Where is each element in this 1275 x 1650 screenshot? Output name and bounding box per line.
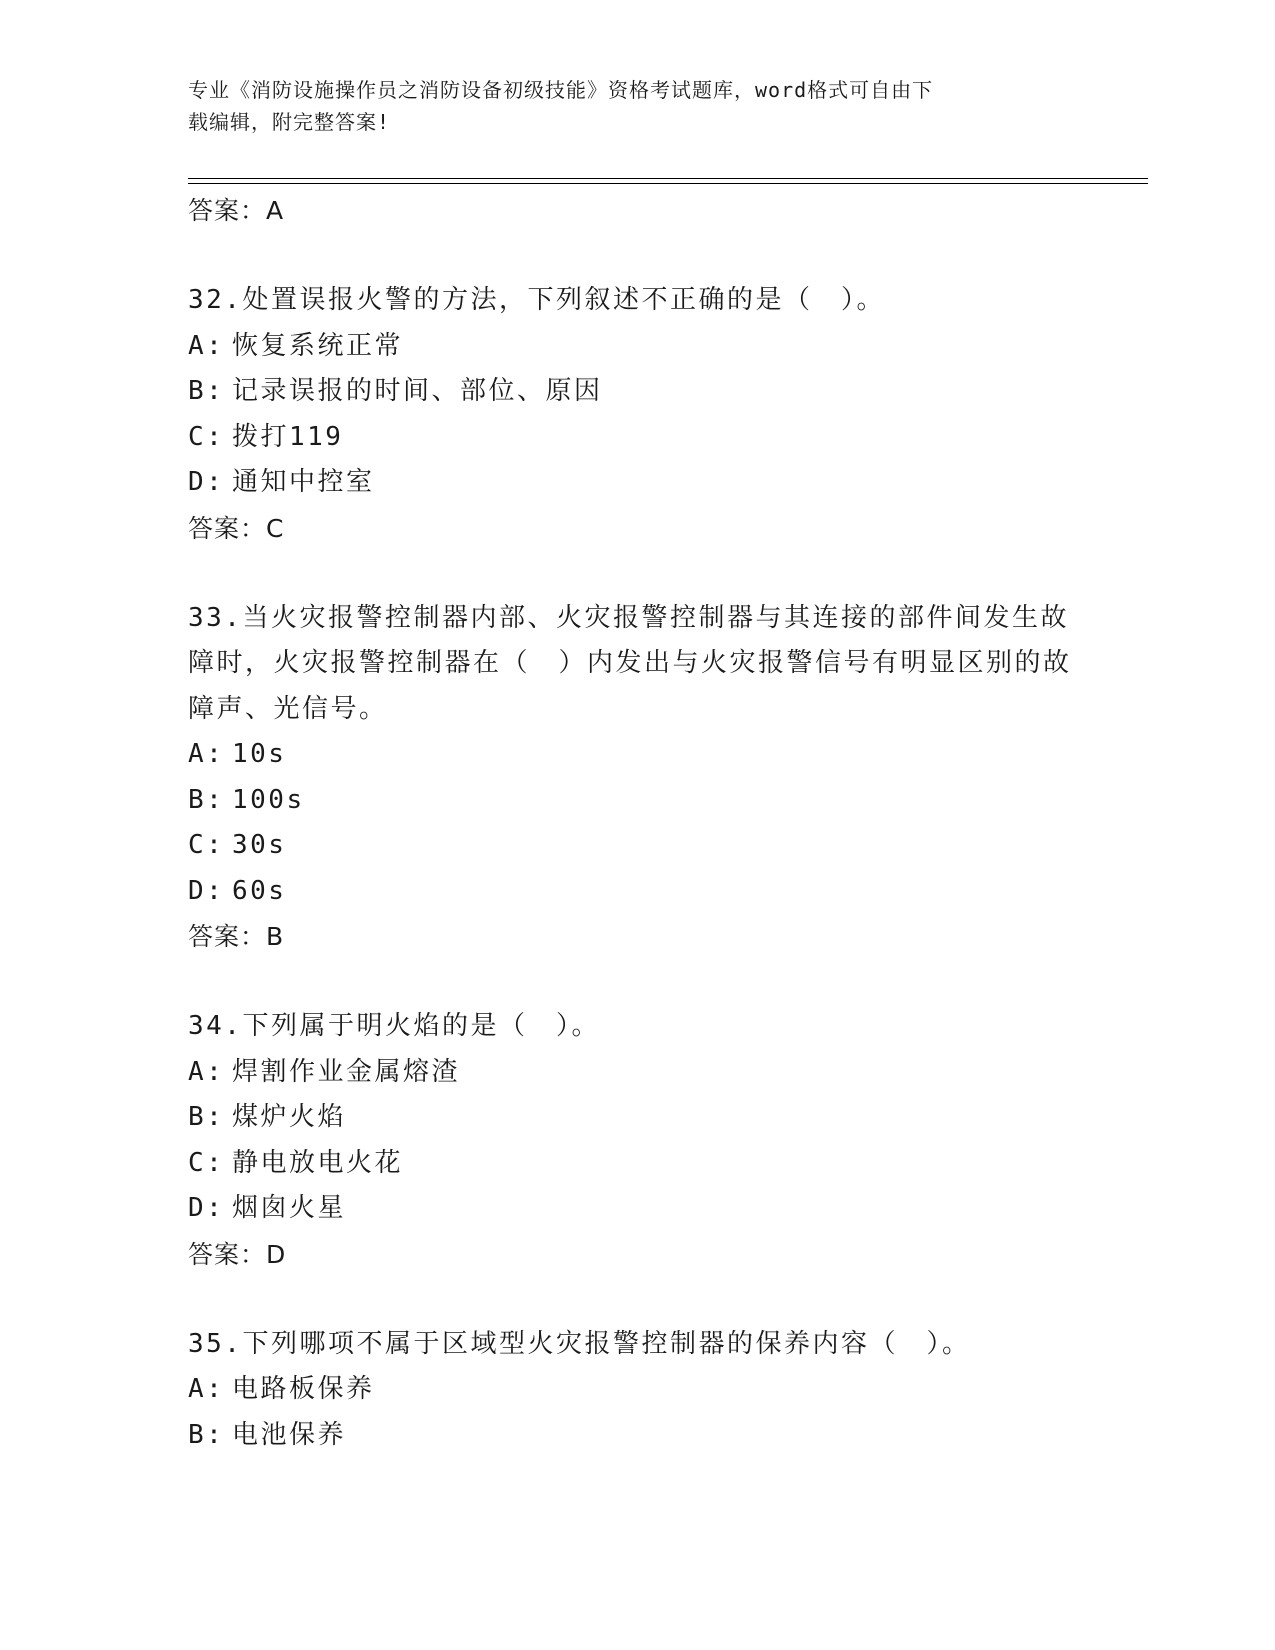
option-letter: B:	[188, 376, 225, 406]
document-header	[188, 74, 1068, 138]
option-a	[188, 1367, 1088, 1413]
option-text: 电路板保养	[232, 1374, 375, 1404]
option-text: 电池保养	[232, 1419, 347, 1450]
option-letter: B:	[188, 1419, 225, 1450]
option-letter: C:	[188, 1147, 225, 1178]
option-text: 60s	[232, 875, 287, 906]
option-text: 煤炉火焰	[232, 1102, 347, 1132]
option-text: 烟囱火星	[232, 1193, 347, 1223]
option-letter: C:	[188, 830, 225, 860]
option-letter: D:	[188, 875, 225, 906]
question-list	[188, 188, 1088, 1458]
answer-label: 答案：D	[188, 1239, 287, 1269]
option-a	[188, 324, 1088, 370]
option-b	[188, 369, 1088, 415]
option-text: 100s	[232, 784, 305, 815]
question-35	[188, 1322, 1088, 1459]
header-rule-bottom	[188, 183, 1148, 184]
question-32	[188, 278, 1088, 552]
option-a	[188, 732, 1088, 778]
option-text: 10s	[232, 739, 287, 769]
option-text: 拨打119	[232, 421, 344, 452]
option-letter: D:	[188, 467, 225, 497]
option-letter: B:	[188, 784, 225, 815]
option-letter: A:	[188, 739, 225, 769]
option-b	[188, 1095, 1088, 1141]
option-letter: C:	[188, 421, 225, 452]
answer-label: 答案：A	[188, 196, 285, 225]
question-text: 32.处置误报火警的方法，下列叙述不正确的是（ ）。	[188, 285, 885, 315]
option-letter: D:	[188, 1193, 225, 1223]
question-text: 34.下列属于明火焰的是（ ）。	[188, 1011, 600, 1041]
option-b	[188, 1413, 1088, 1459]
option-b	[188, 778, 1088, 824]
option-c	[188, 415, 1088, 461]
question-text: 33.当火灾报警控制器内部、火灾报警控制器与其连接的部件间发生故障时，火灾报警控制器在（ ）内发出与火灾报警信号有明显区别的故障声、光信号。	[188, 602, 1072, 724]
option-text: 恢复系统正常	[232, 330, 404, 361]
option-d	[188, 460, 1088, 506]
header-line-2: 载编辑，附完整答案!	[188, 110, 391, 134]
option-letter: A:	[188, 330, 225, 361]
option-text: 记录误报的时间、部位、原因	[232, 376, 603, 406]
answer-label: 答案：C	[188, 513, 285, 543]
option-a	[188, 1050, 1088, 1096]
option-letter: A:	[188, 1374, 225, 1404]
question-34	[188, 1004, 1088, 1278]
option-c	[188, 823, 1088, 869]
option-text: 30s	[232, 830, 287, 860]
option-letter: B:	[188, 1102, 225, 1132]
option-letter: A:	[188, 1056, 225, 1087]
option-d	[188, 1186, 1088, 1232]
option-d	[188, 869, 1088, 915]
question-text: 35.下列哪项不属于区域型火灾报警控制器的保养内容（ ）。	[188, 1328, 971, 1359]
option-text: 通知中控室	[232, 467, 375, 497]
header-rule-top	[188, 178, 1148, 179]
option-c	[188, 1141, 1088, 1187]
option-text: 焊割作业金属熔渣	[232, 1056, 461, 1087]
answer-label: 答案：B	[188, 922, 285, 951]
option-text: 静电放电火花	[232, 1147, 404, 1178]
question-33	[188, 596, 1088, 961]
header-line-1: 专业《消防设施操作员之消防设备初级技能》资格考试题库，word格式可自由下	[188, 78, 934, 102]
